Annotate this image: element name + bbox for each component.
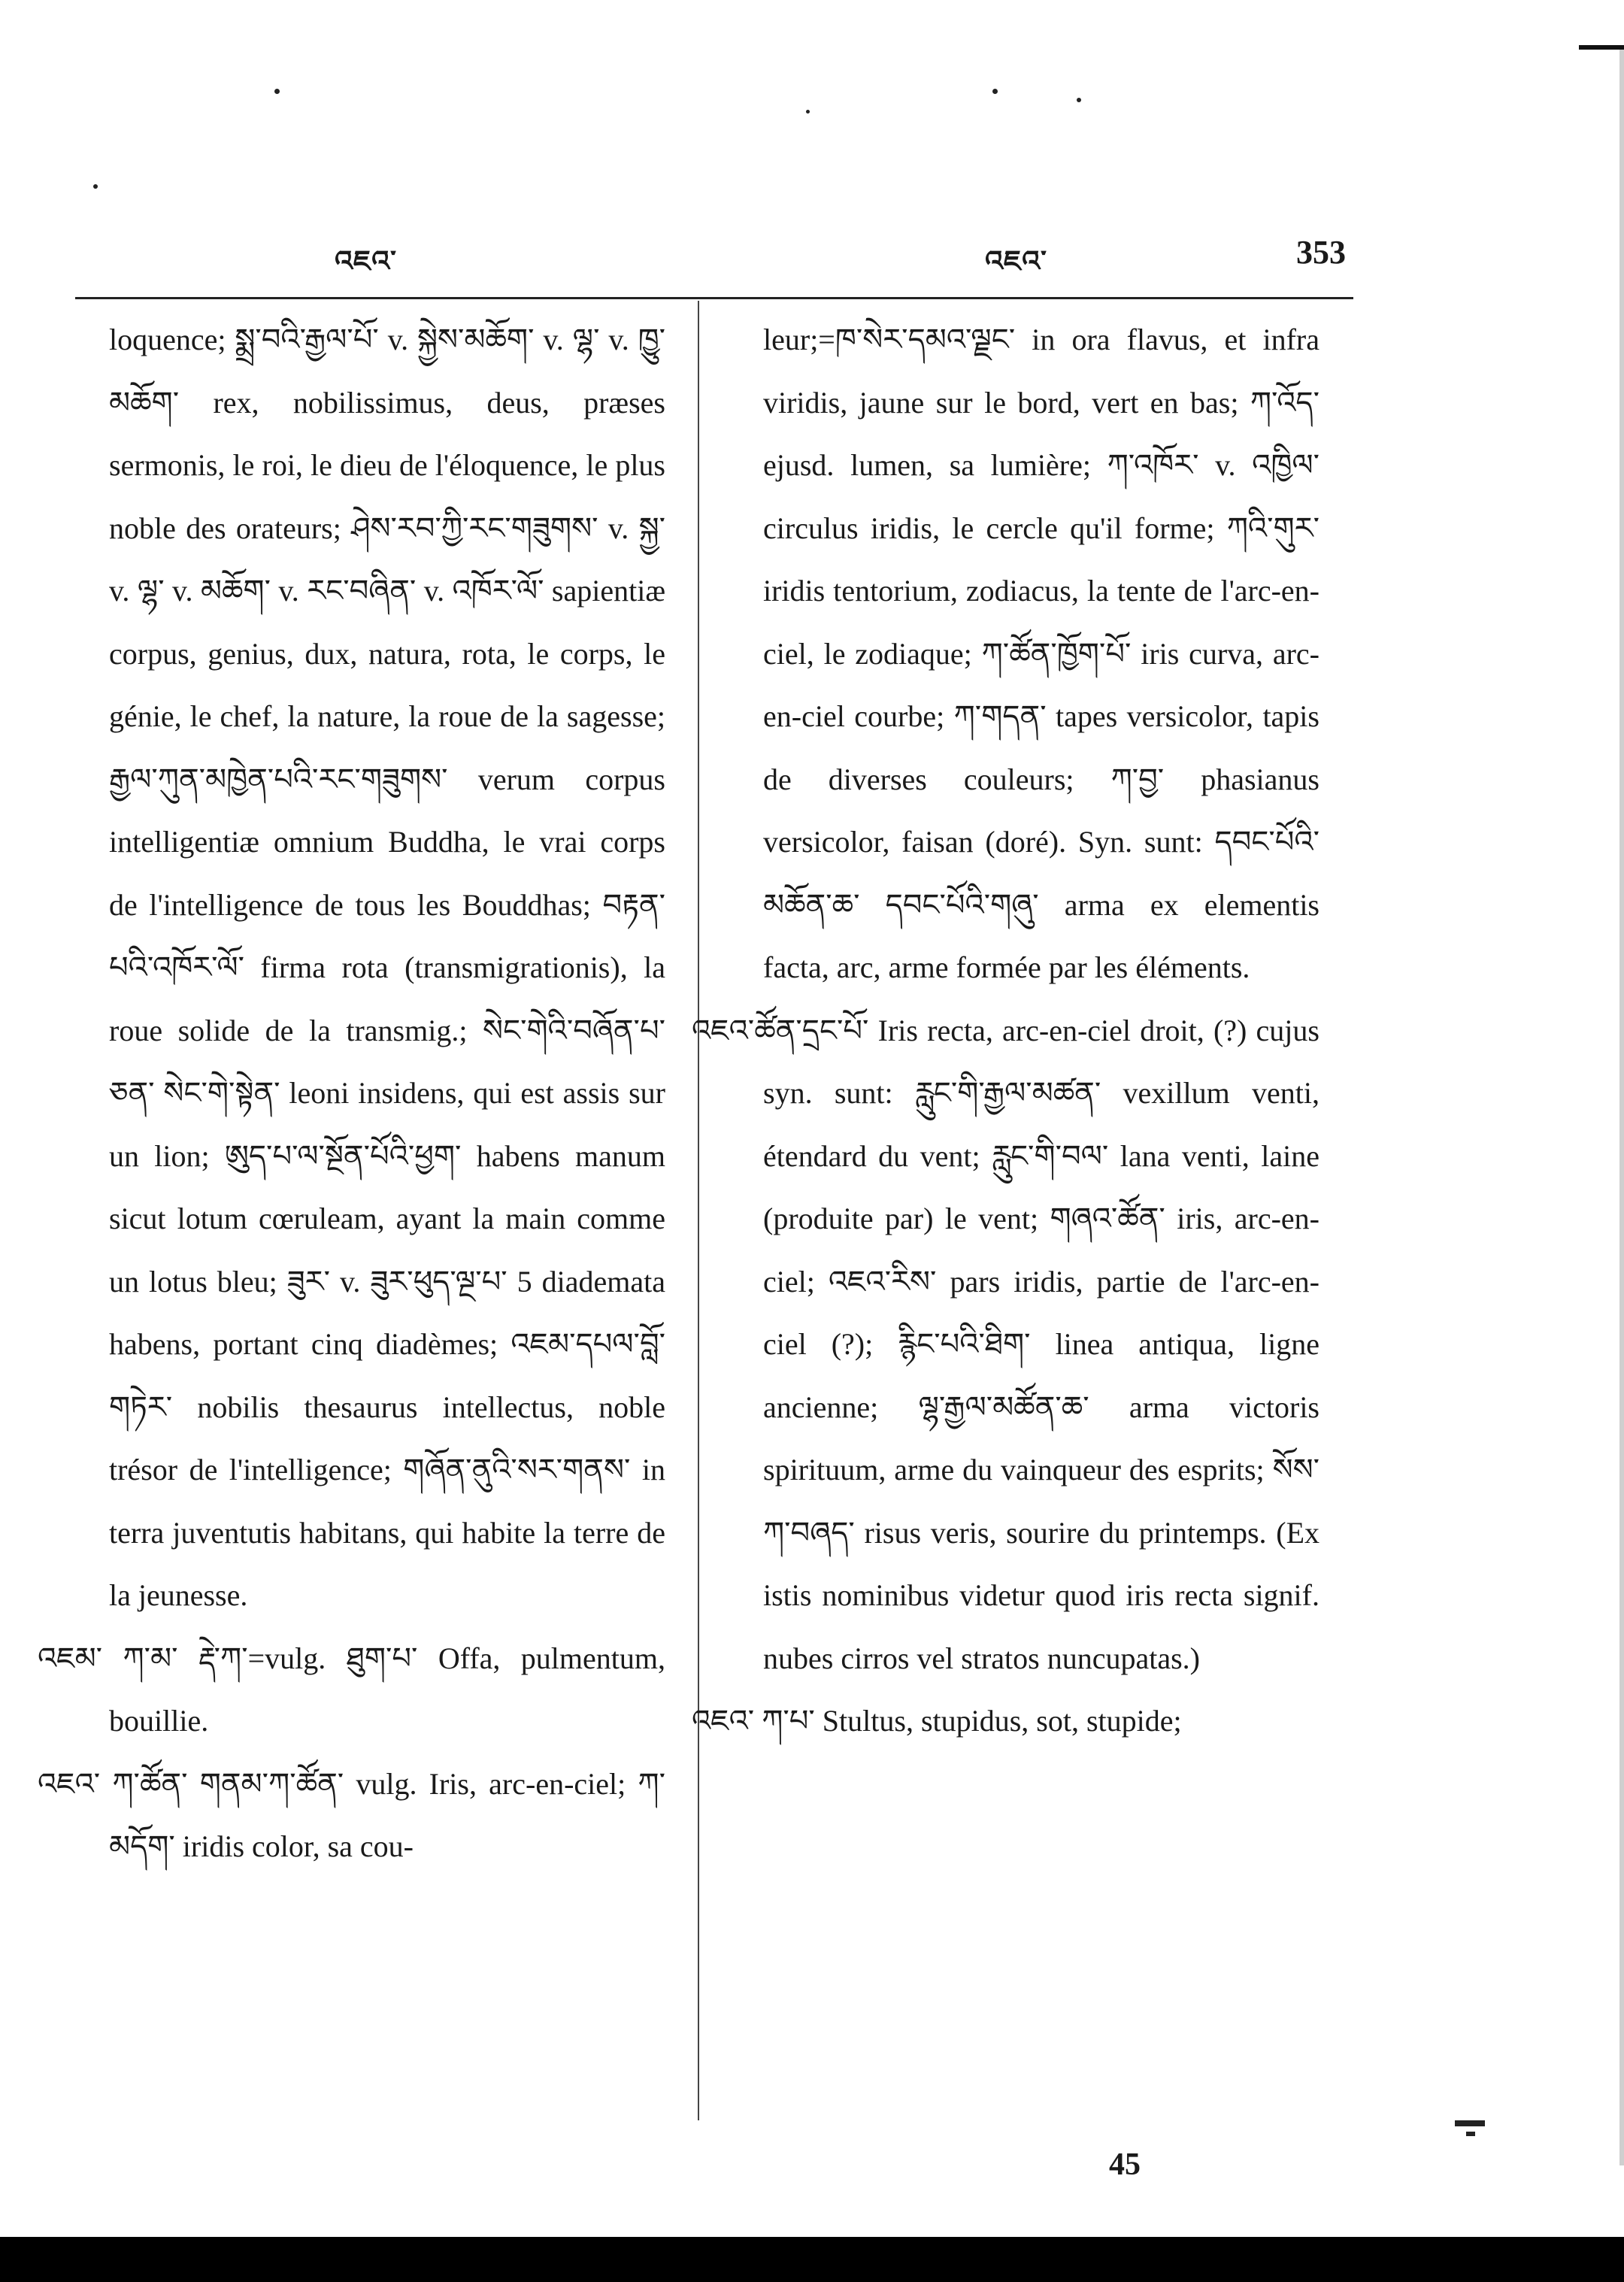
ink-mark <box>1455 2120 1485 2126</box>
running-head-left: འཇའ་ <box>335 244 398 277</box>
signature-mark: 45 <box>1109 2147 1141 2182</box>
entry-text: leur;=ཁ་སེར་དམའ་ལྗང་ in ora flavus, et infra viridis, jaune sur le bord, vert en bas; ཀ་འོད་ ejusd. lumen, sa lumière; ཀ་འཁོར་ v. འཁྱིལ་ circulus iridis, le cercle qu'il forme; ཀའི་གུར་ iridis tentorium, zodiacus, la tente de l'arc-en-ciel, le zodiaque; ཀ་ཚོན་ཁྱོག་པོ་ iris curva, arc-en-ciel courbe; ཀ་གདན་ tapes versicolor, tapis de diverses couleurs; ཀ་བྱ་ phasianus versicolor, faisan (doré). Syn. sunt: དབང་པོའི་མཆོན་ཆ་ དབང་པོའི་གཞུ་ arma ex elementis facta, arc, arme formée par les éléments. <box>763 323 1320 984</box>
page-number: 353 <box>1296 234 1346 271</box>
page-edge-shadow <box>1619 45 1624 2165</box>
column-divider <box>698 301 699 2120</box>
scan-border <box>0 2237 1624 2282</box>
entry-text: loquence; སྨྲ་བའི་རྒྱལ་པོ་ v. སྐྱེས་མཆོག་ v. ལྷ་ v. ཁྱུ་མཆོག་ rex, nobilissimus, deus, præses sermonis, le roi, le dieu de l'éloquence, le plus noble des orateurs; ཤེས་རབ་ཀྱི་རང་གཟུགས་ v. སྐྱ་ v. ལྷ་ v. མཆོག་ v. རང་བཞིན་ v. འཁོར་ལོ་ sapientiæ corpus, genius, dux, natura, rota, le corps, le génie, le chef, la nature, la roue de la sagesse; རྒྱལ་ཀུན་མཁྱེན་པའི་རང་གཟུགས་ verum corpus intelligentiæ omnium Buddha, le vrai corps de l'intelligence de tous les Bouddhas; བརྟན་པའི་འཁོར་ལོ་ firma rota (transmigrationis), la roue solide de la transmig.; སེང་གེའི་བཞོན་པ་ཅན་ སེང་གེ་སྟེན་ leoni insidens, qui est assis sur un lion; ཨུད་པ་ལ་སྔོན་པོའི་ཕྱག་ habens manum sicut lotum cœruleam, ayant la main comme un lotus bleu; ཟུར་ v. ཟུར་ཕུད་ལྔ་པ་ 5 diademata habens, portant cinq diadèmes; འཇམ་དཔལ་བློ་གཏེར་ nobilis thesaurus intellectus, noble trésor de l'intelligence; གཞོན་ནུའི་སར་གནས་ in terra juventutis habitans, qui habite la terre de la jeunesse. <box>109 323 665 1612</box>
entry-text: འཇའ་ ཀ་ཚོན་ གནམ་ཀ་ཚོན་ vulg. Iris, arc-en-ciel; ཀ་མདོག་ iridis color, sa cou- <box>38 1766 665 1863</box>
running-head-right: འཇའ་ <box>985 244 1048 277</box>
entry-text: འཇའ་ཚོན་དྲང་པོ་ Iris recta, arc-en-ciel droit, (?) cujus syn. sunt: རླུང་གི་རྒྱལ་མཚན་ vexillum venti, étendard du vent; རླུང་གི་བལ་ lana venti, laine (produite par) le vent; གཞའ་ཚོན་ iris, arc-en-ciel; འཇའ་རིས་ pars iridis, partie de l'arc-en-ciel (?); རྙིང་པའི་ཐིག་ linea antiqua, ligne ancienne; ལྷ་རྒྱལ་མཚོན་ཆ་ arma victoris spirituum, arme du vainqueur des esprits; སོས་ཀ་བཞད་ risus veris, sourire du printemps. (Ex istis nominibus videtur quod iris recta signif. nubes cirros vel stratos nuncupatas.) <box>692 1013 1320 1675</box>
entry-text: འཇམ་ ཀ་མ་ རྡེ་ཀ་=vulg. ཐུག་པ་ Offa, pulmentum, bouillie. <box>38 1641 665 1738</box>
entry-text: འཇའ་ ཀ་པ་ Stultus, stupidus, sot, stupide; <box>692 1704 1182 1738</box>
left-column <box>38 308 665 1878</box>
ink-mark <box>1466 2132 1475 2136</box>
page-corner-mark <box>1579 45 1624 50</box>
header-rule <box>75 297 1353 299</box>
right-column <box>692 308 1320 1753</box>
